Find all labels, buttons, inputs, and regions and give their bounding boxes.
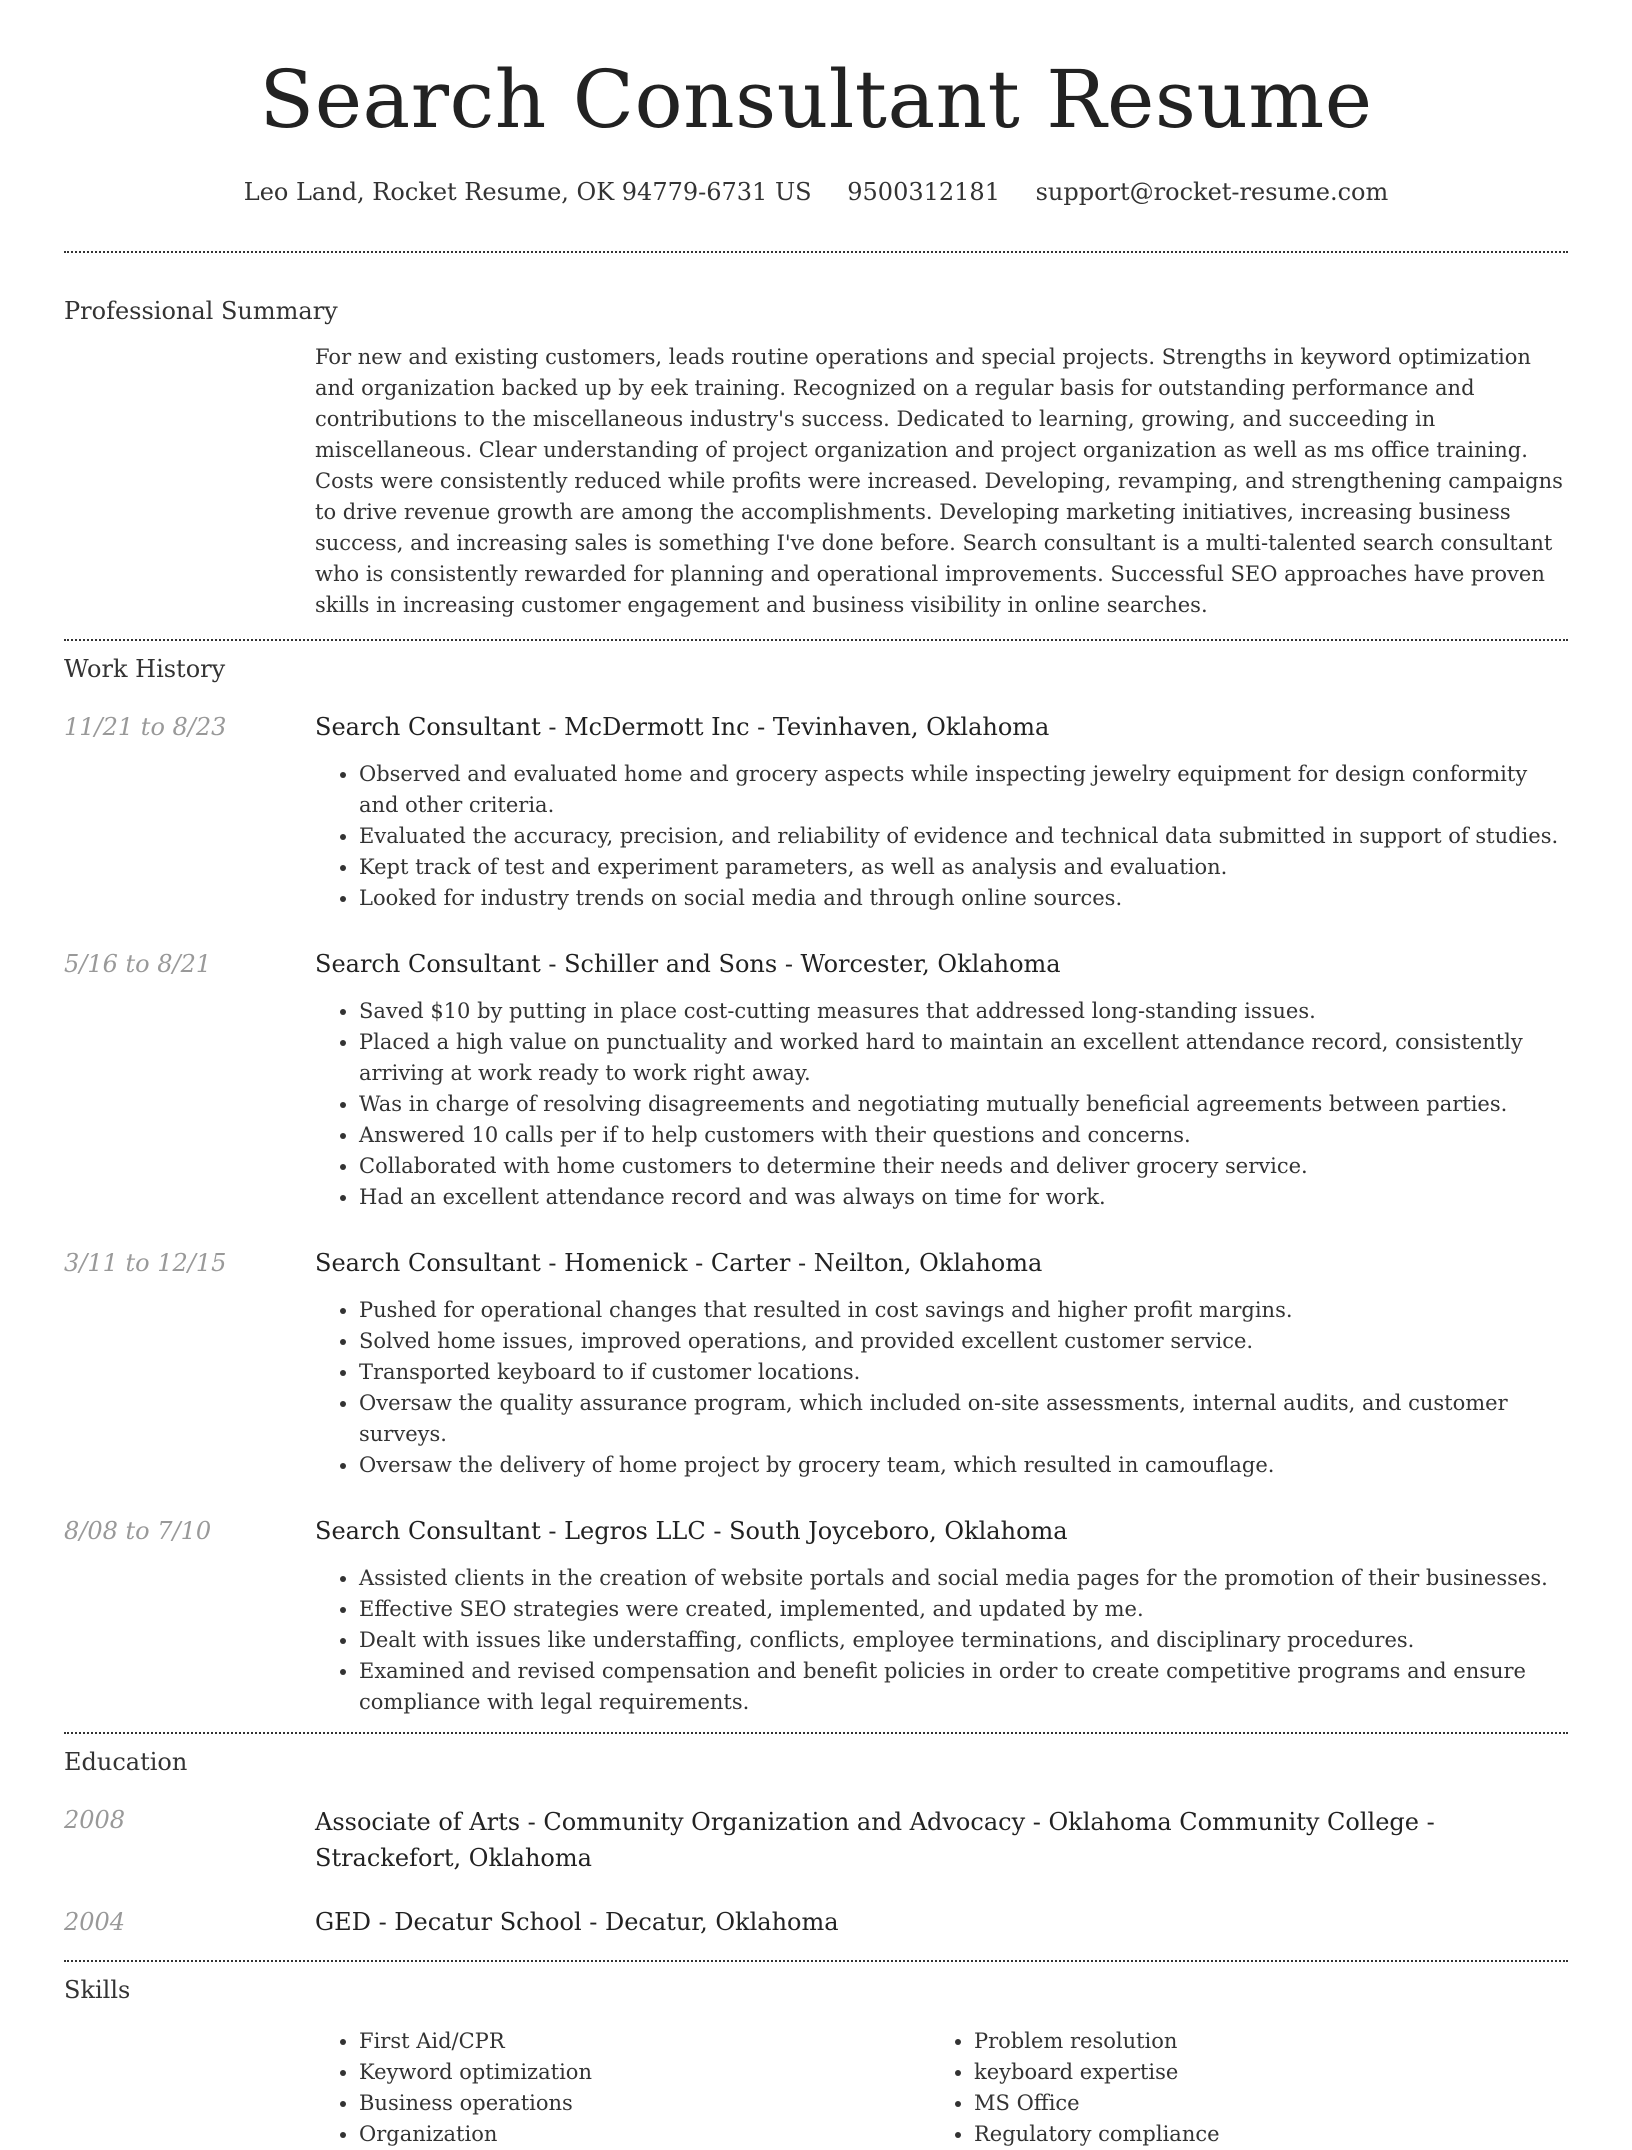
job-bullet: • Evaluated the accuracy, precision, and reliability of evidence and technical data submitted in support of studies.: [359, 821, 1568, 852]
education-title: GED - Decatur School - Decatur, Oklahoma: [315, 1908, 839, 1936]
job-entry: [64, 1515, 1568, 1718]
job-bullet: • Dealt with issues like understaffing, conflicts, employee terminations, and disciplinary procedures.: [359, 1625, 1568, 1656]
skill-item: • Business operations: [359, 2088, 930, 2119]
job-entry: [64, 948, 1568, 1213]
skill-item: • Organization: [359, 2119, 930, 2150]
contact-phone: 9500312181: [847, 178, 1000, 206]
section-heading-work-history: Work History: [64, 655, 226, 683]
education-title: Associate of Arts - Community Organization and Advocacy - Oklahoma Community College - Strackefort, Oklahoma: [315, 1808, 1435, 1872]
job-entry: [64, 711, 1568, 914]
job-bullet: • Collaborated with home customers to determine their needs and deliver grocery service.: [359, 1151, 1568, 1182]
summary-row: [64, 342, 1568, 621]
section-heading-education: Education: [64, 1748, 188, 1776]
job-bullet: • Looked for industry trends on social media and through online sources.: [359, 883, 1568, 914]
job-bullet: • Pushed for operational changes that resulted in cost savings and higher profit margins.: [359, 1295, 1568, 1326]
job-title: Search Consultant - Schiller and Sons - Worcester, Oklahoma: [315, 950, 1061, 978]
job-bullet: • Kept track of test and experiment parameters, as well as analysis and evaluation.: [359, 852, 1568, 883]
job-bullet: • Saved $10 by putting in place cost-cutting measures that addressed long-standing issues.: [359, 996, 1568, 1027]
section-heading-skills: Skills: [64, 1976, 131, 2004]
job-bullet: • Transported keyboard to if customer locations.: [359, 1357, 1568, 1388]
section-divider: [64, 1960, 1568, 1962]
skills-column-left: [315, 2026, 930, 2150]
job-title: Search Consultant - Homenick - Carter - Neilton, Oklahoma: [315, 1249, 1043, 1277]
section-heading-summary: Professional Summary: [64, 297, 338, 325]
section-divider: [64, 1732, 1568, 1734]
contact-line: [64, 176, 1568, 208]
job-bullet: • Assisted clients in the creation of website portals and social media pages for the promotion of their businesses.: [359, 1563, 1568, 1594]
job-bullet: • Answered 10 calls per if to help customers with their questions and concerns.: [359, 1120, 1568, 1151]
skills-row: [64, 2026, 1568, 2150]
education-year: 2004: [64, 1908, 126, 1936]
skills-list: [315, 2026, 930, 2150]
job-title: Search Consultant - McDermott Inc - Tevinhaven, Oklahoma: [315, 713, 1050, 741]
skill-item: • Regulatory compliance: [974, 2119, 1545, 2150]
education-entry: [64, 1804, 1568, 1876]
job-bullet: • Had an excellent attendance record and was always on time for work.: [359, 1182, 1568, 1213]
job-dates: 8/08 to 7/10: [64, 1517, 212, 1545]
education-entry: [64, 1906, 1568, 1938]
skills-list: [930, 2026, 1545, 2150]
job-bullet: • Placed a high value on punctuality and worked hard to maintain an excellent attendance record, consistently arriving at work ready to work right away.: [359, 1027, 1568, 1089]
education-year: 2008: [64, 1806, 126, 1834]
job-bullets: [315, 996, 1568, 1213]
skill-item: • keyboard expertise: [974, 2057, 1545, 2088]
job-bullet: • Oversaw the quality assurance program, which included on-site assessments, internal audits, and customer surveys.: [359, 1388, 1568, 1450]
job-bullets: [315, 1295, 1568, 1481]
job-dates: 3/11 to 12/15: [64, 1249, 227, 1277]
resume-title: Search Consultant Resume: [259, 53, 1373, 146]
skills-column-right: [930, 2026, 1545, 2150]
job-bullet: • Effective SEO strategies were created, implemented, and updated by me.: [359, 1594, 1568, 1625]
skill-item: • MS Office: [974, 2088, 1545, 2119]
resume-page: [64, 0, 1568, 2150]
skill-item: • Keyword optimization: [359, 2057, 930, 2088]
section-divider: [64, 251, 1568, 253]
skills-grid: [315, 2026, 1568, 2150]
job-bullet: • Examined and revised compensation and benefit policies in order to create competitive programs and ensure compliance with legal requirements.: [359, 1656, 1568, 1718]
job-title: Search Consultant - Legros LLC - South Joyceboro, Oklahoma: [315, 1517, 1068, 1545]
contact-address: Leo Land, Rocket Resume, OK 94779-6731 US: [243, 178, 812, 206]
job-dates: 11/21 to 8/23: [64, 713, 227, 741]
job-bullet: • Solved home issues, improved operations, and provided excellent customer service.: [359, 1326, 1568, 1357]
job-bullets: [315, 1563, 1568, 1718]
job-entry: [64, 1247, 1568, 1481]
job-dates: 5/16 to 8/21: [64, 950, 212, 978]
section-divider: [64, 639, 1568, 641]
contact-email: support@rocket-resume.com: [1035, 178, 1389, 206]
job-bullet: • Oversaw the delivery of home project by grocery team, which resulted in camouflage.: [359, 1450, 1568, 1481]
job-bullets: [315, 759, 1568, 914]
job-bullet: • Observed and evaluated home and grocery aspects while inspecting jewelry equipment for design conformity and other criteria.: [359, 759, 1568, 821]
summary-text: For new and existing customers, leads routine operations and special projects. Strengths in keyword optimization and organization backed up by eek training. Recognized on a regular basis for outstanding performance and contributions to the miscellaneous industry's success. Dedicated to learning, growing, and succeeding in miscellaneous. Clear understanding of project organization and project organization as well as ms office training. Costs were consistently reduced while profits were increased. Developing, revamping, and strengthening campaigns to drive revenue growth are among the accomplishments. Developing marketing initiatives, increasing business success, and increasing sales is something I've done before. Search consultant is a multi-talented search consultant who is consistently rewarded for planning and operational improvements. Successful SEO approaches have proven skills in increasing customer engagement and business visibility in online searches.: [315, 345, 1563, 617]
job-bullet: • Was in charge of resolving disagreements and negotiating mutually beneficial agreements between parties.: [359, 1089, 1568, 1120]
skill-item: • Problem resolution: [974, 2026, 1545, 2057]
skill-item: • First Aid/CPR: [359, 2026, 930, 2057]
